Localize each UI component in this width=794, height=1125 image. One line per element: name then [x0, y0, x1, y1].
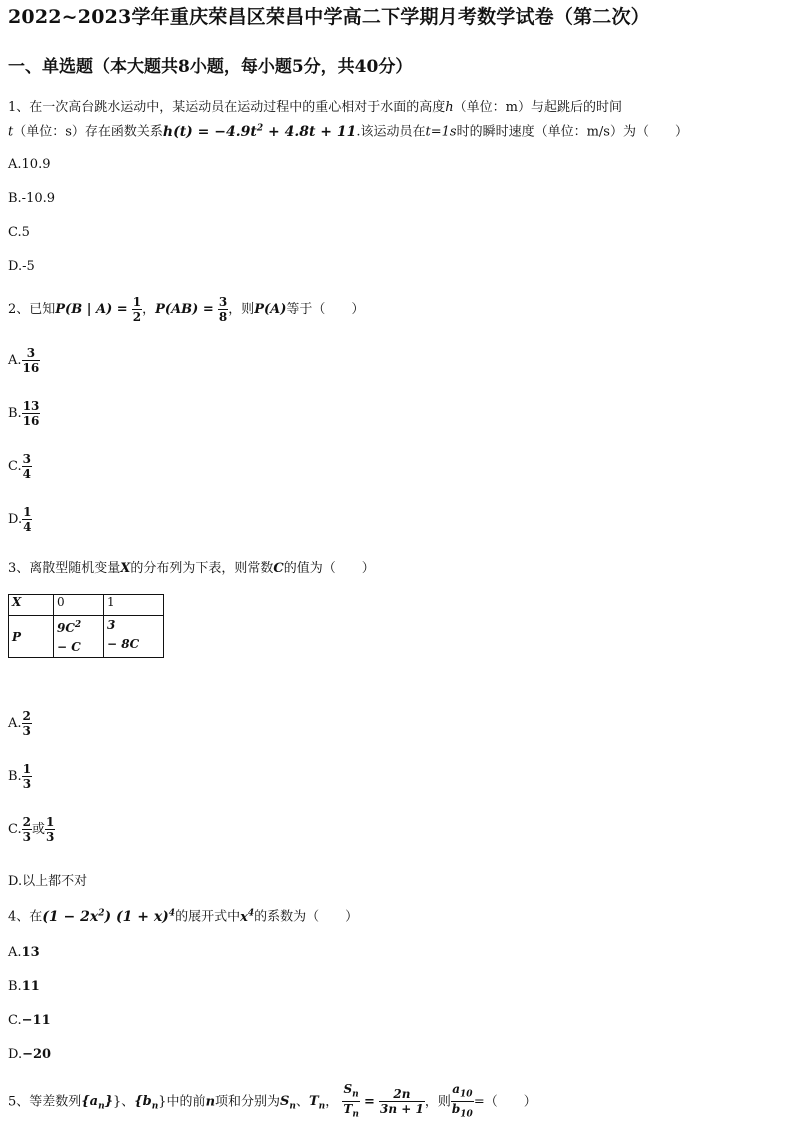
section-heading: 一、单选题（本大题共8小题，每小题5分，共40分）: [8, 57, 413, 77]
q2-option-d[interactable]: D. $\frac{1}{4}$: [8, 505, 32, 534]
table-header-1: 1: [104, 595, 164, 616]
q4-option-c[interactable]: C.−11: [8, 1013, 51, 1028]
q4-expression: $(1 - 2x^2)$ $(1 + x)^4$: [42, 908, 176, 925]
q1-text-line2b: .该运动员在: [356, 124, 426, 140]
q3-option-d[interactable]: D.以上都不对: [8, 874, 88, 889]
page-title: 2022~2023学年重庆荣昌区荣昌中学高二下学期月考数学试卷（第二次）: [8, 6, 650, 28]
q4-option-b[interactable]: B.11: [8, 979, 40, 994]
table-header-0: 0: [54, 595, 104, 616]
q3-option-a[interactable]: A. $\frac{2}{3}$: [8, 709, 31, 738]
q3-option-b[interactable]: B. $\frac{1}{3}$: [8, 762, 32, 791]
question-2: 2、已知P(B | A) = $\frac{1}{2}$ ，P(AB) = $\frac{3}{8}$ ，则P(A)等于（ ）: [8, 295, 365, 324]
question-5: 5、等差数列$\{a_n\}$}、$\{b_n\}$中的前n项和分别为$S_n$、$T_n$， $\frac{S_n}{T_n}$ = $\frac{2n}{3n + 1}$ ，则 $\frac{a_{10}}{b_{10}}$ =（ ）: [8, 1082, 537, 1120]
distribution-table: [8, 594, 164, 658]
q1-text-line1b: （单位：m）与起跳后的时间: [453, 100, 622, 115]
q1-t: t: [8, 124, 14, 140]
q5-frac-2n: $\frac{2n}{3n + 1}$: [380, 1087, 424, 1117]
question-4: 4、在$(1 - 2x^2)$ $(1 + x)^4$的展开式中$x^4$的系数为（ ）: [8, 908, 359, 925]
q1-t1: t=1s: [425, 124, 457, 140]
q1-text-line1: 1、在一次高台跳水运动中，某运动员在运动过程中的重心相对于水面的高度: [8, 100, 446, 115]
table-header-x: X: [9, 595, 54, 616]
question-1: [8, 97, 688, 143]
table-cell-p0: $9C^2$ − C: [54, 616, 104, 658]
table-row-p: P: [9, 616, 54, 658]
q1-function: $h(t) = -4.9t^2 + 4.8t + 11$: [162, 123, 357, 140]
question-3: 3、离散型随机变量X的分布列为下表，则常数C的值为（ ）: [8, 561, 375, 576]
q4-option-d[interactable]: D.−20: [8, 1047, 52, 1062]
q2-frac-1: $\frac{1}{2}$: [132, 295, 142, 324]
q2-option-b[interactable]: B. $\frac{13}{16}$: [8, 399, 40, 428]
table-cell-p1: 3 − 8C: [104, 616, 164, 658]
q1-option-a[interactable]: A.10.9: [8, 157, 51, 172]
q2-option-c[interactable]: C. $\frac{3}{4}$: [8, 452, 31, 481]
q5-frac-st: $\frac{S_n}{T_n}$: [343, 1082, 359, 1120]
q1-text-line2a: （单位：s）存在函数关系: [13, 124, 163, 140]
q1-h: h: [445, 100, 454, 115]
q2-option-a[interactable]: A. $\frac{3}{16}$: [8, 346, 40, 375]
q2-frac-2: $\frac{3}{8}$: [218, 295, 228, 324]
q1-text-line2c: 时的瞬时速度（单位：m/s）为（ ）: [456, 124, 688, 140]
q5-frac-ab: $\frac{a_{10}}{b_{10}}$: [451, 1082, 473, 1120]
q4-option-a[interactable]: A.13: [8, 945, 40, 960]
q1-option-c[interactable]: C.5: [8, 225, 30, 240]
q4-x-power: $x^4$: [240, 908, 255, 925]
q1-option-d[interactable]: D.-5: [8, 259, 35, 274]
q3-option-c[interactable]: C. $\frac{2}{3}$ 或 $\frac{1}{3}$: [8, 815, 55, 844]
q1-option-b[interactable]: B.-10.9: [8, 191, 56, 206]
